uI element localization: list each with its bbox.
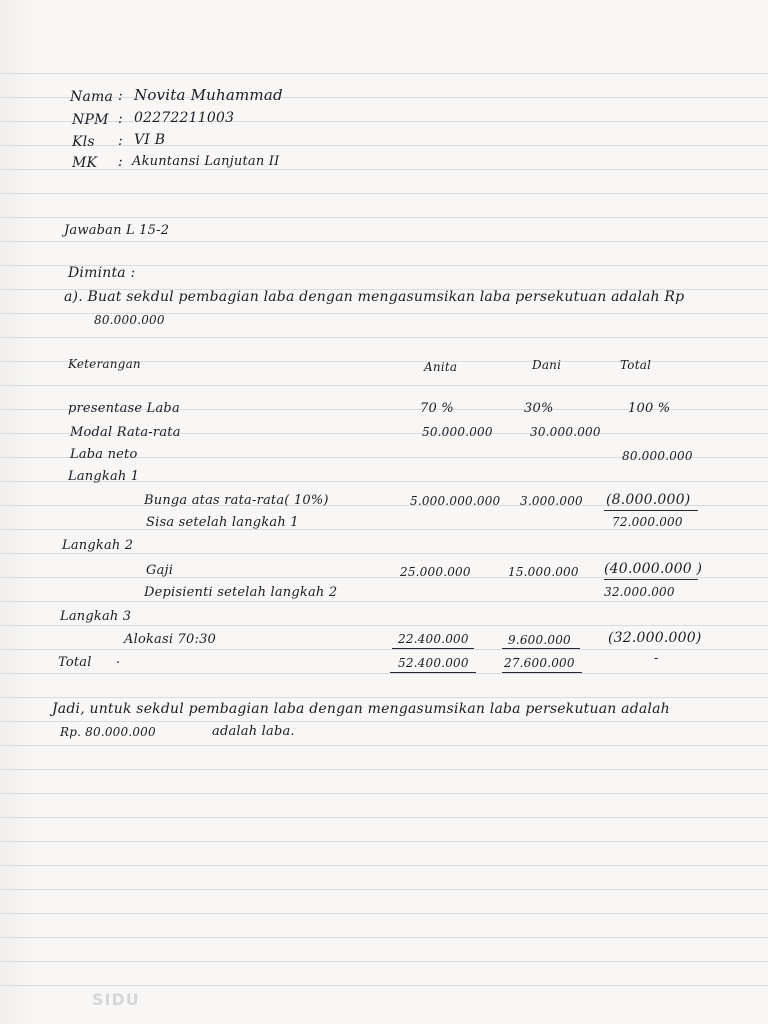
column-header-keterangan: Keterangan <box>68 357 141 371</box>
subtotal-underline <box>604 579 698 580</box>
ruled-line <box>0 577 768 578</box>
ruled-line <box>0 529 768 530</box>
cell-dani: 3.000.000 <box>520 494 583 508</box>
cell-anita: 5.000.000.000 <box>410 494 501 508</box>
npm-value: 02272211003 <box>134 110 235 126</box>
cell-dani: 30.000.000 <box>530 425 601 439</box>
total-underline <box>390 672 476 673</box>
ruled-line <box>0 865 768 866</box>
jawaban-heading: Jawaban L 15-2 <box>64 223 170 238</box>
cell-dani: 30% <box>524 401 554 416</box>
column-header-total: Total <box>620 358 652 372</box>
conclusion-line-1: Jadi, untuk sekdul pembagian laba dengan mengasumsikan laba persekutuan adalah <box>52 701 670 717</box>
ruled-line <box>0 817 768 818</box>
row-label: Modal Rata-rata <box>70 425 181 440</box>
cell-total: (40.000.000 ) <box>604 561 703 577</box>
mk-label: MK <box>72 155 98 171</box>
cell-total: 80.000.000 <box>622 449 693 463</box>
ruled-line <box>0 73 768 74</box>
cell-total: (32.000.000) <box>608 630 702 646</box>
conclusion-amount: Rp. 80.000.000 <box>60 725 156 739</box>
subtotal-underline <box>392 648 474 649</box>
row-label: Depisienti setelah langkah 2 <box>144 585 338 600</box>
cell-anita: 25.000.000 <box>400 565 471 579</box>
ruled-line <box>0 745 768 746</box>
ruled-line <box>0 337 768 338</box>
separator: : <box>118 88 123 104</box>
row-label: Langkah 2 <box>62 538 134 553</box>
ruled-line <box>0 601 768 602</box>
ruled-line <box>0 649 768 650</box>
cell-total: (8.000.000) <box>606 492 691 508</box>
ruled-line <box>0 721 768 722</box>
ruled-line <box>0 193 768 194</box>
ruled-line <box>0 121 768 122</box>
ruled-line <box>0 553 768 554</box>
row-label: Laba neto <box>70 447 138 462</box>
cell-anita: 70 % <box>420 401 454 416</box>
question-line-2: 80.000.000 <box>94 313 165 327</box>
row-label: Total <box>58 655 92 670</box>
separator: : <box>118 154 123 170</box>
mk-value: Akuntansi Lanjutan II <box>132 154 280 169</box>
row-label: Sisa setelah langkah 1 <box>146 515 299 530</box>
conclusion-line-2: adalah laba. <box>212 724 295 739</box>
cell-anita: 50.000.000 <box>422 425 493 439</box>
dot-mark: . <box>116 652 121 667</box>
ruled-line <box>0 97 768 98</box>
diminta-heading: Diminta : <box>68 265 136 281</box>
cell-anita: 22.400.000 <box>398 632 469 646</box>
question-line-1: a). Buat sekdul pembagian laba dengan mengasumsikan laba persekutuan adalah Rp <box>64 289 685 305</box>
cell-total: 72.000.000 <box>612 515 683 529</box>
npm-label: NPM <box>72 112 109 128</box>
kls-value: VI B <box>134 132 166 148</box>
row-label: Langkah 3 <box>60 609 132 624</box>
nama-label: Nama <box>70 89 114 105</box>
ruled-line <box>0 385 768 386</box>
cell-anita: 52.400.000 <box>398 656 469 670</box>
ruled-line <box>0 889 768 890</box>
ruled-line <box>0 169 768 170</box>
cell-total: 32.000.000 <box>604 585 675 599</box>
cell-dani: 27.600.000 <box>504 656 575 670</box>
ruled-line <box>0 985 768 986</box>
cell-dani: 15.000.000 <box>508 565 579 579</box>
ruled-line <box>0 793 768 794</box>
column-header-dani: Dani <box>532 358 562 372</box>
ruled-line <box>0 145 768 146</box>
separator: : <box>118 111 123 127</box>
ruled-line <box>0 625 768 626</box>
ruled-line <box>0 241 768 242</box>
ruled-line <box>0 697 768 698</box>
cell-total: 100 % <box>628 401 671 416</box>
column-header-anita: Anita <box>424 360 458 374</box>
row-label: Langkah 1 <box>68 469 140 484</box>
separator: : <box>118 133 123 149</box>
ruled-line <box>0 841 768 842</box>
row-label: Gaji <box>146 563 174 578</box>
row-label: Alokasi 70:30 <box>124 632 217 647</box>
notebook-brand-watermark: SIDU <box>92 990 140 1009</box>
ruled-line <box>0 217 768 218</box>
total-underline <box>502 672 582 673</box>
cell-total: - <box>654 651 659 666</box>
row-label: Bunga atas rata-rata( 10%) <box>144 493 329 508</box>
kls-label: Kls <box>72 134 95 150</box>
ruled-line <box>0 937 768 938</box>
cell-dani: 9.600.000 <box>508 633 571 647</box>
row-label: presentase Laba <box>68 401 180 416</box>
ruled-line <box>0 769 768 770</box>
ruled-line <box>0 673 768 674</box>
subtotal-underline <box>502 648 580 649</box>
subtotal-underline <box>604 510 698 511</box>
ruled-line <box>0 913 768 914</box>
nama-value: Novita Muhammad <box>134 86 283 104</box>
ruled-line <box>0 961 768 962</box>
